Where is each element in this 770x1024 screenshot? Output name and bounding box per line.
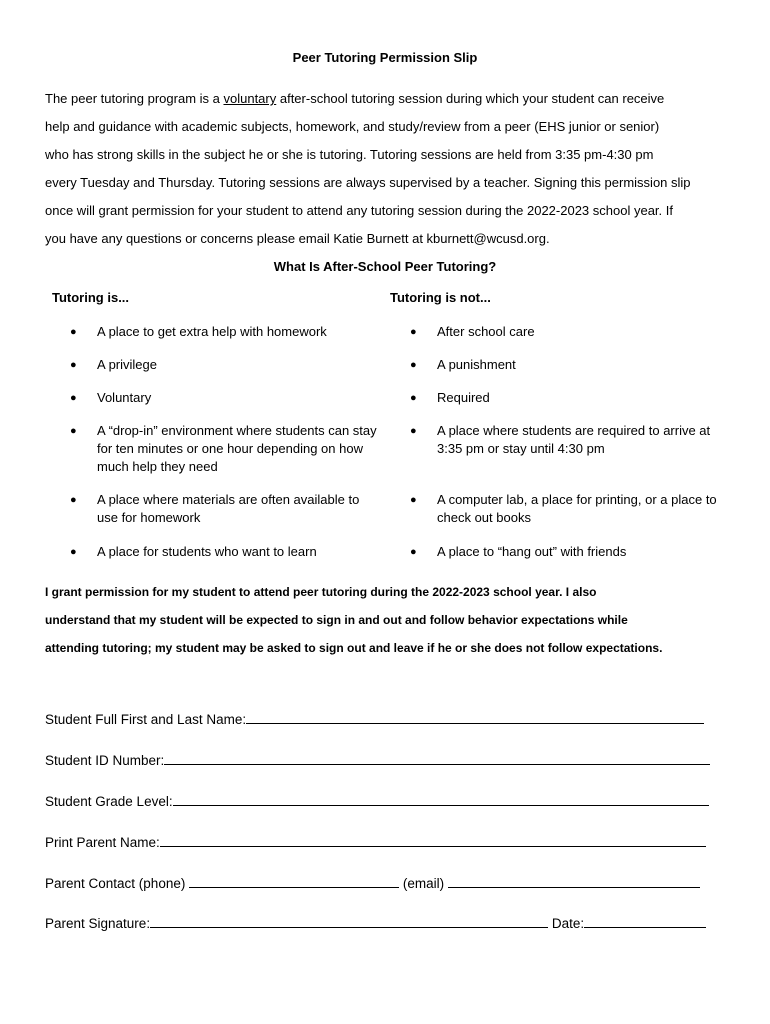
section-subtitle: What Is After-School Peer Tutoring? <box>273 259 497 274</box>
parent-email-line[interactable] <box>448 874 700 888</box>
intro-line-5: once will grant permission for your student to attend any tutoring session during the 2022-2023 school year. If <box>45 203 673 218</box>
parent-contact-field <box>45 874 700 891</box>
list-item-text: A place to “hang out” with friends <box>437 544 627 559</box>
list-item <box>410 389 720 407</box>
student-name-line[interactable] <box>246 710 704 724</box>
list-item-text: A place where materials are often available to use for homework <box>97 492 360 525</box>
list-item <box>70 389 380 407</box>
list-item <box>410 491 720 527</box>
bullet-icon: ● <box>410 546 417 558</box>
bullet-icon: ● <box>70 494 77 506</box>
parent-email-label: (email) <box>402 876 445 891</box>
student-name-field <box>45 710 704 727</box>
parent-signature-field <box>45 914 706 931</box>
parent-signature-line[interactable] <box>150 914 548 928</box>
list-item <box>70 491 380 527</box>
list-item <box>70 543 380 561</box>
intro-text-end: after-school tutoring session during which your student can receive <box>276 91 665 106</box>
parent-phone-label: Parent Contact (phone) <box>45 876 186 891</box>
parent-name-label: Print Parent Name: <box>45 835 160 850</box>
list-item-text: A place where students are required to arrive at 3:35 pm or stay until 4:30 pm <box>437 423 711 456</box>
student-id-label: Student ID Number: <box>45 753 165 768</box>
intro-line-2: help and guidance with academic subjects, homework, and study/review from a peer (EHS junior or senior) <box>45 119 660 134</box>
bullet-icon: ● <box>70 359 77 371</box>
intro-text-start: The peer tutoring program is a <box>45 91 224 106</box>
bullet-icon: ● <box>70 392 77 404</box>
intro-paragraph <box>45 85 735 253</box>
list-item <box>410 543 720 561</box>
bullet-icon: ● <box>70 425 77 437</box>
intro-line-6: you have any questions or concerns please email Katie Burnett at kburnett@wcusd.org. <box>45 231 550 246</box>
bullet-icon: ● <box>410 494 417 506</box>
bullet-icon: ● <box>70 326 77 338</box>
grade-level-label: Student Grade Level: <box>45 794 173 809</box>
grade-level-line[interactable] <box>173 792 709 806</box>
grade-level-field <box>45 792 709 809</box>
intro-line-1 <box>45 85 735 113</box>
list-item <box>70 422 380 476</box>
date-line[interactable] <box>584 914 706 928</box>
student-id-field <box>45 751 710 768</box>
list-item-text: A place for students who want to learn <box>97 544 317 559</box>
list-item-text: A “drop-in” environment where students can stay for ten minutes or one hour depending on how much help they need <box>97 423 377 474</box>
bullet-icon: ● <box>410 392 417 404</box>
date-label: Date: <box>551 916 585 931</box>
parent-name-line[interactable] <box>160 833 706 847</box>
bullet-icon: ● <box>410 326 417 338</box>
list-item-text: After school care <box>437 324 535 339</box>
list-item <box>410 422 720 458</box>
list-item-text: A computer lab, a place for printing, or a place to check out books <box>437 492 717 525</box>
tutoring-is-not-heading: Tutoring is not... <box>390 290 491 305</box>
parent-phone-line[interactable] <box>189 874 399 888</box>
list-item-text: A place to get extra help with homework <box>97 324 327 339</box>
list-item <box>70 356 380 374</box>
parent-signature-label: Parent Signature: <box>45 916 151 931</box>
list-item <box>410 356 720 374</box>
document-title: Peer Tutoring Permission Slip <box>292 50 478 65</box>
grant-line-3: attending tutoring; my student may be asked to sign out and leave if he or she does not follow expectations. <box>45 641 663 655</box>
bullet-icon: ● <box>70 546 77 558</box>
bullet-icon: ● <box>410 359 417 371</box>
list-item-text: Required <box>437 390 490 405</box>
list-item <box>70 323 380 341</box>
list-item <box>410 323 720 341</box>
student-id-line[interactable] <box>164 751 710 765</box>
grant-line-1: I grant permission for my student to attend peer tutoring during the 2022-2023 school year. I also <box>45 585 597 599</box>
voluntary-underlined: voluntary <box>223 91 277 106</box>
intro-line-4: every Tuesday and Thursday. Tutoring sessions are always supervised by a teacher. Signing this permission slip <box>45 175 691 190</box>
parent-name-field <box>45 833 706 850</box>
intro-line-3: who has strong skills in the subject he or she is tutoring. Tutoring sessions are held from 3:35 pm-4:30 pm <box>45 147 654 162</box>
grant-statement <box>45 578 745 662</box>
list-item-text: A punishment <box>437 357 516 372</box>
list-item-text: A privilege <box>97 357 157 372</box>
bullet-icon: ● <box>410 425 417 437</box>
list-item-text: Voluntary <box>97 390 152 405</box>
tutoring-is-heading: Tutoring is... <box>52 290 130 305</box>
grant-line-2: understand that my student will be expected to sign in and out and follow behavior expectations while <box>45 613 628 627</box>
student-name-label: Student Full First and Last Name: <box>45 712 247 727</box>
